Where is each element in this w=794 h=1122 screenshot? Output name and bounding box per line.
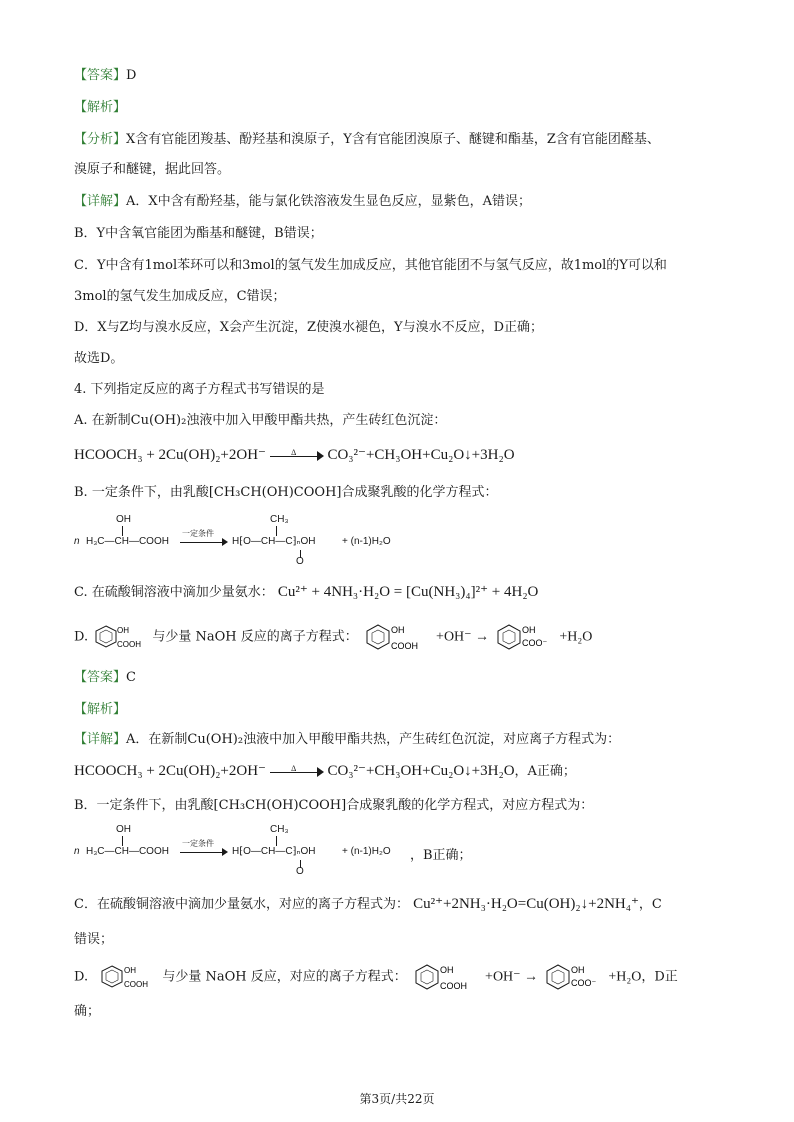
detail-tag-q4: 【详解】 <box>74 732 127 747</box>
sol-eq-b-oh: OH <box>116 824 131 835</box>
detail-tag: 【详解】 <box>74 194 127 209</box>
heat-arrow-icon: Δ <box>270 766 324 778</box>
svg-text:OH: OH <box>439 965 454 975</box>
eq-b-reactant: H₃C—CH—COOH <box>86 536 169 547</box>
equation-a <box>74 444 515 466</box>
answer-line-q4 <box>74 668 136 688</box>
solution-d-line <box>74 962 678 992</box>
fenxi-tag: 【分析】 <box>74 132 127 147</box>
solution-b-line: B．一定条件下，由乳酸[CH₃CH(OH)COOH]合成聚乳酸的化学方程式，对应方程式为： <box>74 798 594 813</box>
page-footer: 第3页/共22页 <box>359 1092 435 1106</box>
solution-d-label: D. <box>74 969 89 985</box>
detail-c-line-1: C．Y中含有1mol苯环可以和3mol的氢气发生加成反应，其他官能团不与氢气反应，故1mol的Y可以和 <box>74 258 667 273</box>
svg-text:COOH: COOH <box>439 981 467 991</box>
option-a: A. 在新制Cu(OH)₂浊液中加入甲酸甲酯共热，产生砖红色沉淀： <box>74 413 447 428</box>
answer-line <box>74 66 136 86</box>
solution-a-line <box>74 730 620 750</box>
sol-eq-a-rhs: CO₃²⁻+CH₃OH+Cu₂O↓+3H₂O <box>327 763 515 779</box>
eq-d-mid: +OH⁻ → <box>436 629 490 645</box>
svg-text:OH: OH <box>124 966 137 975</box>
solution-c-verdict: ，C <box>638 897 662 912</box>
sol-b-verdict: ，B正确； <box>410 848 472 863</box>
option-b: B. 一定条件下，由乳酸[CH₃CH(OH)COOH]合成聚乳酸的化学方程式： <box>74 485 498 500</box>
option-c <box>74 582 538 603</box>
detail-a-line <box>74 192 531 212</box>
solution-d-verdict: ，D正 <box>641 969 678 985</box>
eq-b-oh: OH <box>116 514 131 525</box>
salicylic-acid-icon <box>411 962 481 992</box>
salicylic-acid-icon <box>362 622 432 652</box>
eq-b-ch3: CH₃ <box>270 514 289 525</box>
solution-d-text: 与少量 NaOH 反应，对应的离子方程式： <box>162 969 407 985</box>
option-d <box>74 622 592 650</box>
eq-a-rhs: CO₃²⁻+CH₃OH+Cu₂O↓+3H₂O <box>327 447 515 463</box>
answer-tag: 【答案】 <box>74 68 127 83</box>
fenxi-text: X含有官能团羧基、酚羟基和溴原子，Y含有官能团溴原子、醚键和酯基，Z含有官能团醛基、 <box>126 132 660 147</box>
option-d-label: D. <box>74 629 89 645</box>
fenxi-line-1 <box>74 130 660 150</box>
detail-b-line: B．Y中含氧官能团为酯基和醚键，B错误； <box>74 226 323 241</box>
eq-d-water: +H₂O <box>559 629 593 645</box>
sol-eq-b-water: + (n-1)H₂O <box>342 846 391 857</box>
answer-value-q4: C <box>126 670 136 685</box>
sol-a-verdict: ，A正确； <box>514 764 576 779</box>
eq-b-n: n <box>74 536 80 547</box>
eq-a-lhs: HCOOCH₃ + 2Cu(OH)₂+2OH⁻ <box>74 447 266 463</box>
salicylate-icon <box>493 622 555 652</box>
svg-text:OH: OH <box>571 965 585 975</box>
sol-eq-d-mid: +OH⁻ → <box>485 969 539 985</box>
salicylic-acid-icon <box>92 963 158 991</box>
solution-d-line-2: 确； <box>74 1004 101 1019</box>
conclusion-line: 故选D。 <box>74 351 124 366</box>
solution-c-text: C．在硫酸铜溶液中滴加少量氨水，对应的离子方程式为： <box>74 897 409 912</box>
svg-text:COOH: COOH <box>117 640 142 649</box>
eq-b-water: + (n-1)H₂O <box>342 536 391 547</box>
answer-value: D <box>126 68 137 83</box>
fenxi-line-2: 溴原子和醚键，据此回答。 <box>74 162 231 177</box>
svg-text:OH: OH <box>522 625 536 635</box>
equation-b <box>74 512 414 568</box>
eq-b-o: O <box>296 556 304 567</box>
sol-eq-b-o: O <box>296 866 304 877</box>
option-d-text: 与少量 NaOH 反应的离子方程式： <box>152 629 358 645</box>
detail-c-line-2: 3mol的氢气发生加成反应，C错误； <box>74 289 286 304</box>
detail-a-text: A．X中含有酚羟基，能与氯化铁溶液发生显色反应，显紫色，A错误； <box>126 194 532 209</box>
sol-eq-b-product: H⁅O—CH—C⁆ₙOH <box>232 846 316 857</box>
svg-text:COOH: COOH <box>390 641 418 651</box>
solution-equation-b <box>74 822 494 878</box>
svg-text:COO⁻: COO⁻ <box>571 978 597 988</box>
detail-d-line: D．X与Z均与溴水反应，X会产生沉淀，Z使溴水褪色，Y与溴水不反应，D正确； <box>74 320 544 335</box>
sol-eq-b-ch3: CH₃ <box>270 824 289 835</box>
analysis-tag-q4: 【解析】 <box>74 702 127 717</box>
option-c-text: C. 在硫酸铜溶液中滴加少量氨水： <box>74 585 274 600</box>
solution-a-text: A．在新制Cu(OH)₂浊液中加入甲酸甲酯共热，产生砖红色沉淀，对应离子方程式为： <box>126 732 621 747</box>
sol-eq-b-cond: 一定条件 <box>182 839 214 848</box>
solution-c-line-2: 错误； <box>74 932 114 947</box>
analysis-tag: 【解析】 <box>74 100 127 115</box>
heat-arrow-icon: Δ <box>270 450 324 462</box>
sol-eq-d-water: +H₂O <box>608 969 642 985</box>
svg-text:COO⁻: COO⁻ <box>522 638 548 648</box>
sol-eq-b-reactant: H₃C—CH—COOH <box>86 846 169 857</box>
question-4-stem: 4. 下列指定反应的离子方程式书写错误的是 <box>74 382 325 397</box>
salicylic-acid-icon <box>92 623 148 651</box>
eq-b-product: H⁅O—CH—C⁆ₙOH <box>232 536 316 547</box>
answer-tag-q4: 【答案】 <box>74 670 127 685</box>
svg-text:OH: OH <box>390 625 405 635</box>
svg-text:OH: OH <box>117 626 130 635</box>
solution-equation-a <box>74 760 576 783</box>
sol-eq-b-n: n <box>74 846 80 857</box>
eq-b-cond: 一定条件 <box>182 529 214 538</box>
solution-c-equation: Cu²⁺+2NH₃·H₂O=Cu(OH)₂↓+2NH₄⁺ <box>413 896 639 912</box>
solution-c-line <box>74 894 662 915</box>
sol-eq-a-lhs: HCOOCH₃ + 2Cu(OH)₂+2OH⁻ <box>74 763 266 779</box>
svg-text:COOH: COOH <box>124 980 149 989</box>
eq-c: Cu²⁺ + 4NH₃·H₂O = [Cu(NH₃)₄]²⁺ + 4H₂O <box>277 584 539 600</box>
salicylate-icon <box>542 962 604 992</box>
